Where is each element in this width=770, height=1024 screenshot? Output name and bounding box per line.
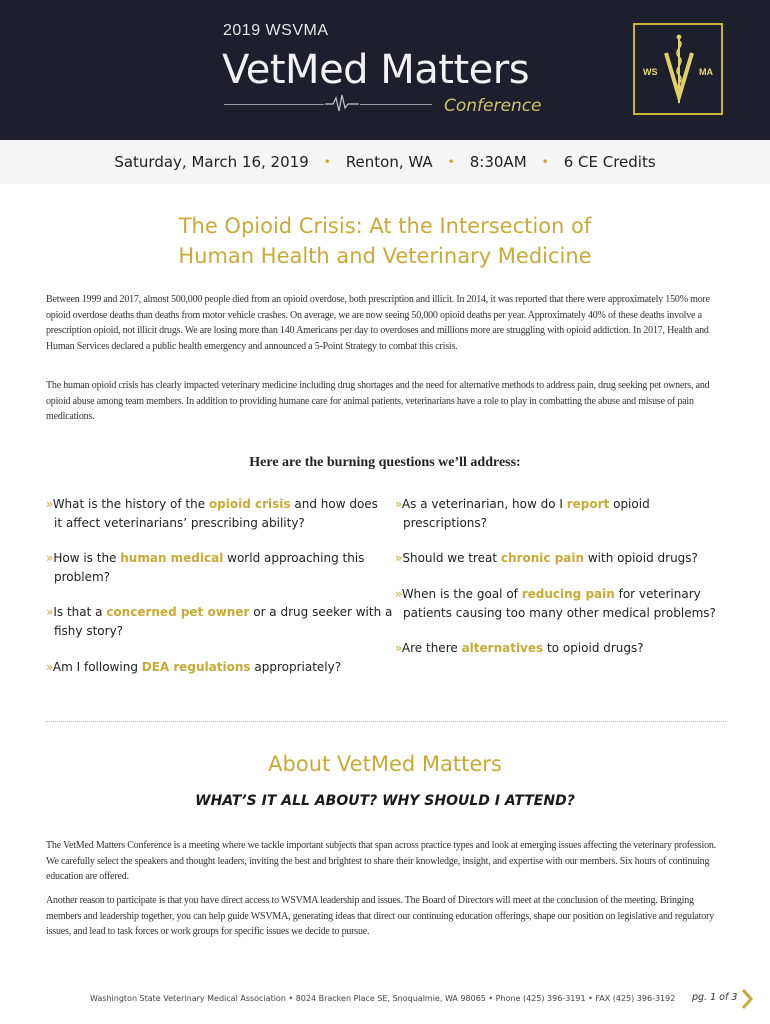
question-item — [395, 585, 716, 622]
question-highlight: report — [566, 497, 610, 511]
question-text: or a drug seeker with a — [249, 605, 393, 619]
question-text: for veterinary — [614, 587, 701, 601]
question-text: appropriately? — [250, 660, 342, 674]
event-year-label: 2019 WSVMA — [223, 22, 329, 39]
questions-heading: Here are the burning questions we’ll address: — [249, 455, 521, 470]
event-location: Renton, WA — [345, 153, 433, 171]
question-text: What is the history of the — [52, 497, 209, 511]
question-text-continued: fishy story? — [54, 623, 124, 638]
separator-dot: • — [323, 155, 331, 169]
about-paragraph: The VetMed Matters Conference is a meeting where we tackle important subjects that span across practice types and look at emerging issues affecting the veterinary profession. We carefully select the speakers and thought leaders, inviting the best and brightest to share their knowledge, insight, and expertise with our members. Six hours of continuing education are offered. — [46, 840, 716, 882]
footer-contact: Washington State Veterinary Medical Association • 8024 Bracken Place SE, Snoqualmie, WA 98065 • Phone (425) 396-3191 • FAX (425) 396-3192 — [90, 994, 676, 1003]
question-highlight: DEA regulations — [141, 660, 251, 674]
section-title-opioid-crisis — [0, 211, 770, 271]
bullet-chevron-icon: » — [46, 551, 54, 565]
question-highlight: chronic pain — [500, 551, 585, 565]
wsvma-logo — [633, 23, 723, 115]
caduceus-v-icon — [662, 33, 696, 107]
question-highlight: reducing pain — [521, 587, 615, 601]
heartbeat-icon — [325, 94, 359, 116]
bullet-chevron-icon: » — [395, 641, 402, 655]
event-time: 8:30AM — [469, 153, 527, 171]
question-text: Am I following — [52, 660, 142, 674]
question-text: As a veterinarian, how do I — [401, 497, 567, 511]
question-highlight: alternatives — [461, 641, 544, 655]
question-item — [395, 639, 644, 658]
participation-paragraph: Another reason to participate is that you have direct access to WSVMA leadership and issues. The Board of Directors will meet at the conclusion of the meeting. Bringing members and leadership together, you can help guide WSVMA, generating ideas that direct our continuing education offerings, shape our position on legislative and regulatory issues, and lead to task forces or work groups for specific issues we decide to pursue. — [46, 895, 714, 937]
question-text: opioid — [609, 497, 650, 511]
intro-paragraph: Between 1999 and 2017, almost 500,000 people died from an opioid overdose, both prescription and illicit. In 2014, it was reported that there were approximately 150% more opioid overdose deaths than deaths from motor vehicle crashes. On average, we are now seeing 50,000 opioid deaths per year. Approximately 40% of these deaths involve a prescription opioid, not illicit drugs. We are losing more than 140 Americans per day to overdoses and millions more are struggling with opioid addiction. In 2017, Health and Human Services declared a public health emergency and announced a 5-Point Strategy to combat this crisis. — [46, 294, 710, 352]
title-rule-left — [224, 104, 324, 105]
bullet-chevron-icon: » — [46, 660, 53, 674]
question-highlight: human medical — [120, 551, 224, 565]
section-title-line: Human Health and Veterinary Medicine — [178, 244, 592, 268]
title-rule-right — [360, 104, 432, 105]
conference-title: VetMed Matters — [222, 47, 530, 93]
question-text: and how does — [290, 497, 378, 511]
bullet-chevron-icon: » — [395, 551, 403, 565]
question-text: world approaching this — [223, 551, 365, 565]
question-item — [46, 658, 341, 677]
bullet-chevron-icon: » — [395, 587, 402, 601]
question-text-continued: problem? — [54, 569, 111, 584]
logo-left-text: WS — [643, 67, 658, 77]
section-subtitle-about: WHAT’S IT ALL ABOUT? WHY SHOULD I ATTEND? — [195, 793, 575, 809]
question-text: How is the — [53, 551, 121, 565]
question-highlight: concerned pet owner — [106, 605, 250, 619]
question-text: with opioid drugs? — [584, 551, 698, 565]
question-item — [395, 495, 650, 532]
header-banner — [0, 0, 770, 140]
next-page-chevron-icon[interactable] — [740, 987, 754, 1011]
question-text-continued: it affect veterinarians’ prescribing ability? — [54, 515, 305, 530]
question-text: Is that a — [53, 605, 107, 619]
question-text: When is the goal of — [401, 587, 522, 601]
page-number: pg. 1 of 3 — [692, 992, 738, 1003]
question-item — [46, 603, 392, 640]
section-title-line: The Opioid Crisis: At the Intersection of — [178, 214, 592, 238]
logo-right-text: MA — [699, 67, 713, 77]
question-highlight: opioid crisis — [208, 497, 291, 511]
separator-dot: • — [541, 155, 549, 169]
event-info-bar — [0, 140, 770, 184]
event-date: Saturday, March 16, 2019 — [114, 153, 309, 171]
bullet-chevron-icon: » — [46, 497, 53, 511]
question-text: to opioid drugs? — [543, 641, 644, 655]
bullet-chevron-icon: » — [395, 497, 402, 511]
question-text-continued: prescriptions? — [403, 515, 488, 530]
question-item — [46, 549, 364, 586]
event-credits: 6 CE Credits — [563, 153, 656, 171]
question-text: Should we treat — [402, 551, 501, 565]
conference-subtitle: Conference — [444, 96, 542, 116]
question-item — [46, 495, 378, 532]
section-title-about: About VetMed Matters — [268, 752, 502, 776]
question-text-continued: patients causing too many other medical problems? — [403, 605, 716, 620]
impact-paragraph: The human opioid crisis has clearly impacted veterinary medicine including drug shortages and the need for alternative methods to address pain, drug seeking pet owners, and opioid abuse among team members. In addition to providing humane care for animal patients, veterinarians have a role to play in combatting the abuse and misuse of pain medications. — [46, 380, 710, 422]
bullet-chevron-icon: » — [46, 605, 54, 619]
question-text: Are there — [401, 641, 462, 655]
question-item — [395, 549, 698, 568]
separator-dot: • — [447, 155, 455, 169]
dotted-divider — [46, 721, 726, 722]
